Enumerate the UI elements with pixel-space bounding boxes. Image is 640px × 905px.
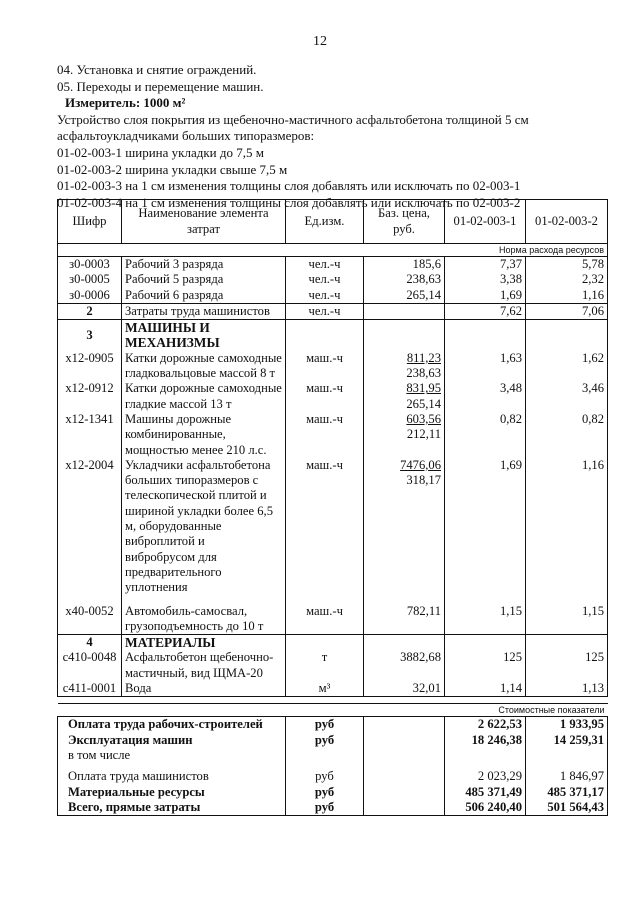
row-unit xyxy=(286,635,364,651)
machine-row xyxy=(58,412,608,458)
cost-value-2 xyxy=(526,748,608,763)
norm-row xyxy=(58,244,608,257)
cost-value-1: 485 371,49 xyxy=(445,785,526,800)
row-value-1: 1,14 xyxy=(445,681,526,697)
cost-empty xyxy=(364,748,445,763)
cost-row xyxy=(58,763,608,784)
cost-empty xyxy=(364,785,445,800)
spacer xyxy=(58,697,608,704)
cost-unit xyxy=(286,748,364,763)
cost-value-2: 1 933,95 xyxy=(526,717,608,733)
row-value-1: 1,15 xyxy=(445,596,526,635)
price-value: 7476,06 xyxy=(400,457,441,472)
row-name: Рабочий 6 разряда xyxy=(122,288,286,304)
cost-value-2: 14 259,31 xyxy=(526,733,608,748)
row-price xyxy=(364,351,445,382)
row-price xyxy=(364,303,445,319)
row-value-2: 1,62 xyxy=(526,351,608,382)
row-price: 238,63 xyxy=(364,272,445,287)
row-value-1: 3,48 xyxy=(445,381,526,412)
row-price xyxy=(364,412,445,458)
row-value-2: 125 xyxy=(526,650,608,681)
row-name-line: телескопической плитой и xyxy=(125,488,267,503)
cost-row xyxy=(58,733,608,748)
variant-line: 01-02-003-3 на 1 см изменения толщины слоя добавлять или исключать по 02-003-1 xyxy=(57,178,521,194)
price-value: 831,95 xyxy=(406,381,441,396)
section-code: 3 xyxy=(58,320,122,351)
cost-label: Стоимостные показатели xyxy=(58,704,608,717)
row-price: 265,14 xyxy=(364,288,445,304)
header-code: Шифр xyxy=(58,200,122,244)
row-name-line: уплотнения xyxy=(125,580,188,595)
row-name: Затраты труда машинистов xyxy=(122,303,286,319)
row-code: з0-0006 xyxy=(58,288,122,304)
row-value-2: 3,46 xyxy=(526,381,608,412)
row-unit: т xyxy=(286,650,364,681)
cost-value-1 xyxy=(445,748,526,763)
cost-value-1: 2 023,29 xyxy=(445,763,526,784)
spacer-row xyxy=(58,697,608,704)
row-unit: маш.-ч xyxy=(286,381,364,412)
cost-row xyxy=(58,800,608,816)
row-unit: маш.-ч xyxy=(286,351,364,382)
cost-name: Материальные ресурсы xyxy=(58,785,286,800)
cost-label-row xyxy=(58,704,608,717)
price-value: 603,56 xyxy=(406,411,441,426)
row-value-1: 7,62 xyxy=(445,303,526,319)
cost-empty xyxy=(364,763,445,784)
meter-label: Измеритель: 1000 м² xyxy=(65,95,186,111)
worker-row xyxy=(58,288,608,304)
row-price xyxy=(364,381,445,412)
cost-value-1: 506 240,40 xyxy=(445,800,526,816)
row-code: 2 xyxy=(58,303,122,319)
page-number: 12 xyxy=(313,34,327,49)
row-name xyxy=(122,351,286,382)
row-price: 32,01 xyxy=(364,681,445,697)
cost-name: Всего, прямые затраты xyxy=(58,800,286,816)
row-unit: маш.-ч xyxy=(286,458,364,596)
variant-line: 01-02-003-2 ширина укладки свыше 7,5 м xyxy=(57,161,288,177)
row-value-2: 7,06 xyxy=(526,303,608,319)
cost-empty xyxy=(364,717,445,733)
price-value: 782,11 xyxy=(406,603,441,618)
material-row xyxy=(58,650,608,681)
row-name-line: гладкие массой 13 т xyxy=(125,396,232,411)
row-unit: маш.-ч xyxy=(286,412,364,458)
variant-line: 01-02-003-1 ширина укладки до 7,5 м xyxy=(57,144,264,160)
machine-row xyxy=(58,381,608,412)
row-code: з0-0003 xyxy=(58,257,122,273)
intro-description: асфальтоукладчиками больших типоразмеров: xyxy=(57,128,315,144)
intro-description: Устройство слоя покрытия из щебеночно-мастичного асфальтобетона толщиной 5 см xyxy=(57,111,529,127)
row-unit: чел.-ч xyxy=(286,303,364,319)
row-value-1: 1,63 xyxy=(445,351,526,382)
row-value-2 xyxy=(526,320,608,351)
cost-row xyxy=(58,717,608,733)
row-value-2: 1,13 xyxy=(526,681,608,697)
row-value-2: 1,16 xyxy=(526,288,608,304)
row-value-2: 0,82 xyxy=(526,412,608,458)
price-value: 811,23 xyxy=(406,350,441,365)
section-code: 4 xyxy=(58,635,122,651)
intro-block xyxy=(57,62,617,211)
row-code: х40-0052 xyxy=(58,596,122,635)
header-name: Наименование элемента затрат xyxy=(122,200,286,244)
cost-unit: руб xyxy=(286,717,364,733)
table-header-row xyxy=(58,200,608,244)
row-price xyxy=(364,635,445,651)
cost-value-1: 2 622,53 xyxy=(445,717,526,733)
row-name-line: Машины дорожные xyxy=(125,411,232,426)
row-value-2: 5,78 xyxy=(526,257,608,273)
row-value-1: 0,82 xyxy=(445,412,526,458)
cost-name: в том числе xyxy=(58,748,286,763)
row-value-1: 125 xyxy=(445,650,526,681)
intro-line: 04. Установка и снятие ограждений. xyxy=(57,62,257,77)
row-name-line: гладковальцовые массой 8 т xyxy=(125,366,276,381)
cost-value-2: 1 846,97 xyxy=(526,763,608,784)
row-code: х12-0912 xyxy=(58,381,122,412)
intro-line: 05. Переходы и перемещение машин. xyxy=(57,78,264,94)
row-name xyxy=(122,681,286,697)
section-title-line: МЕХАНИЗМЫ xyxy=(125,335,220,351)
resource-table xyxy=(57,199,608,816)
row-name-line: предварительного xyxy=(125,564,222,579)
labor-row xyxy=(58,303,608,319)
row-code: с411-0001 xyxy=(58,681,122,697)
row-name xyxy=(122,412,286,458)
row-value-1: 1,69 xyxy=(445,288,526,304)
row-name-line: Катки дорожные самоходные xyxy=(125,381,282,396)
row-code: з0-0005 xyxy=(58,272,122,287)
cost-value-2: 501 564,43 xyxy=(526,800,608,816)
row-name-line: Укладчики асфальтобетона xyxy=(125,457,271,472)
row-name-line: шириной укладки более 6,5 xyxy=(125,503,273,518)
row-price xyxy=(364,458,445,596)
header-col1: 01-02-003-1 xyxy=(445,200,526,244)
cost-name: Эксплуатация машин xyxy=(58,733,286,748)
header-unit: Ед.изм. xyxy=(286,200,364,244)
machinist-wage-value: 265,14 xyxy=(406,396,441,411)
machinist-wage-value: 318,17 xyxy=(406,473,441,488)
cost-value-1: 18 246,38 xyxy=(445,733,526,748)
row-value-2: 1,15 xyxy=(526,596,608,635)
section-title xyxy=(122,320,286,351)
row-value-1: 1,69 xyxy=(445,458,526,596)
header-col2: 01-02-003-2 xyxy=(526,200,608,244)
material-row xyxy=(58,681,608,697)
row-code: х12-2004 xyxy=(58,458,122,596)
section-title-line: МАШИНЫ И xyxy=(125,320,210,336)
row-name-line: грузоподъемность до 10 т xyxy=(125,618,264,633)
machines-section-row xyxy=(58,320,608,351)
materials-section-row xyxy=(58,635,608,651)
machinist-wage-value: 212,11 xyxy=(406,427,441,442)
row-value-2: 2,32 xyxy=(526,272,608,287)
row-name xyxy=(122,381,286,412)
cost-value-2: 485 371,17 xyxy=(526,785,608,800)
cost-unit: руб xyxy=(286,785,364,800)
row-code: х12-0905 xyxy=(58,351,122,382)
norm-label: Норма расхода ресурсов xyxy=(58,244,608,257)
row-name-line: м, оборудованные xyxy=(125,519,222,534)
row-name-line: виброплитой и xyxy=(125,534,205,549)
cost-name: Оплата труда рабочих-строителей xyxy=(58,717,286,733)
machinist-wage-value: 238,63 xyxy=(406,366,441,381)
row-name-line: Автомобиль-самосвал, xyxy=(125,603,248,618)
worker-row xyxy=(58,257,608,273)
row-name-line: Вода xyxy=(125,681,152,696)
cost-unit: руб xyxy=(286,733,364,748)
variant-line: 01-02-003-4 на 1 см изменения толщины слоя добавлять или исключать по 02-003-2 xyxy=(57,194,521,210)
row-unit: чел.-ч xyxy=(286,257,364,273)
row-value-2 xyxy=(526,635,608,651)
row-unit: м³ xyxy=(286,681,364,697)
row-name: Рабочий 3 разряда xyxy=(122,257,286,273)
row-value-2: 1,16 xyxy=(526,458,608,596)
row-price xyxy=(364,596,445,635)
row-price xyxy=(364,320,445,351)
cost-empty xyxy=(364,733,445,748)
row-name xyxy=(122,458,286,596)
row-price: 185,6 xyxy=(364,257,445,273)
row-unit: чел.-ч xyxy=(286,288,364,304)
header-price: Баз. цена, руб. xyxy=(364,200,445,244)
row-name xyxy=(122,596,286,635)
row-name: Рабочий 5 разряда xyxy=(122,272,286,287)
row-price: 3882,68 xyxy=(364,650,445,681)
row-value-1: 3,38 xyxy=(445,272,526,287)
cost-unit: руб xyxy=(286,763,364,784)
cost-row xyxy=(58,785,608,800)
section-title: МАТЕРИАЛЫ xyxy=(122,635,286,651)
row-name-line: комбинированные, xyxy=(125,427,226,442)
row-name xyxy=(122,650,286,681)
row-unit xyxy=(286,320,364,351)
row-name-line: вибробрусом для xyxy=(125,549,217,564)
cost-row xyxy=(58,748,608,763)
row-name-line: мощностью менее 210 л.с. xyxy=(125,442,267,457)
machine-row xyxy=(58,596,608,635)
row-code: с410-0048 xyxy=(58,650,122,681)
row-value-1 xyxy=(445,320,526,351)
row-value-1 xyxy=(445,635,526,651)
cost-unit: руб xyxy=(286,800,364,816)
row-name-line: Асфальтобетон щебеночно- xyxy=(125,650,274,665)
machine-row xyxy=(58,458,608,596)
cost-empty xyxy=(364,800,445,816)
worker-row xyxy=(58,272,608,287)
row-name-line: больших типоразмеров с xyxy=(125,473,259,488)
cost-name: Оплата труда машинистов xyxy=(58,763,286,784)
row-unit: чел.-ч xyxy=(286,272,364,287)
row-value-1: 7,37 xyxy=(445,257,526,273)
row-name-line: мастичный, вид ЩМА-20 xyxy=(125,665,263,680)
machine-row xyxy=(58,351,608,382)
row-code: х12-1341 xyxy=(58,412,122,458)
row-name-line: Катки дорожные самоходные xyxy=(125,350,282,365)
row-unit: маш.-ч xyxy=(286,596,364,635)
